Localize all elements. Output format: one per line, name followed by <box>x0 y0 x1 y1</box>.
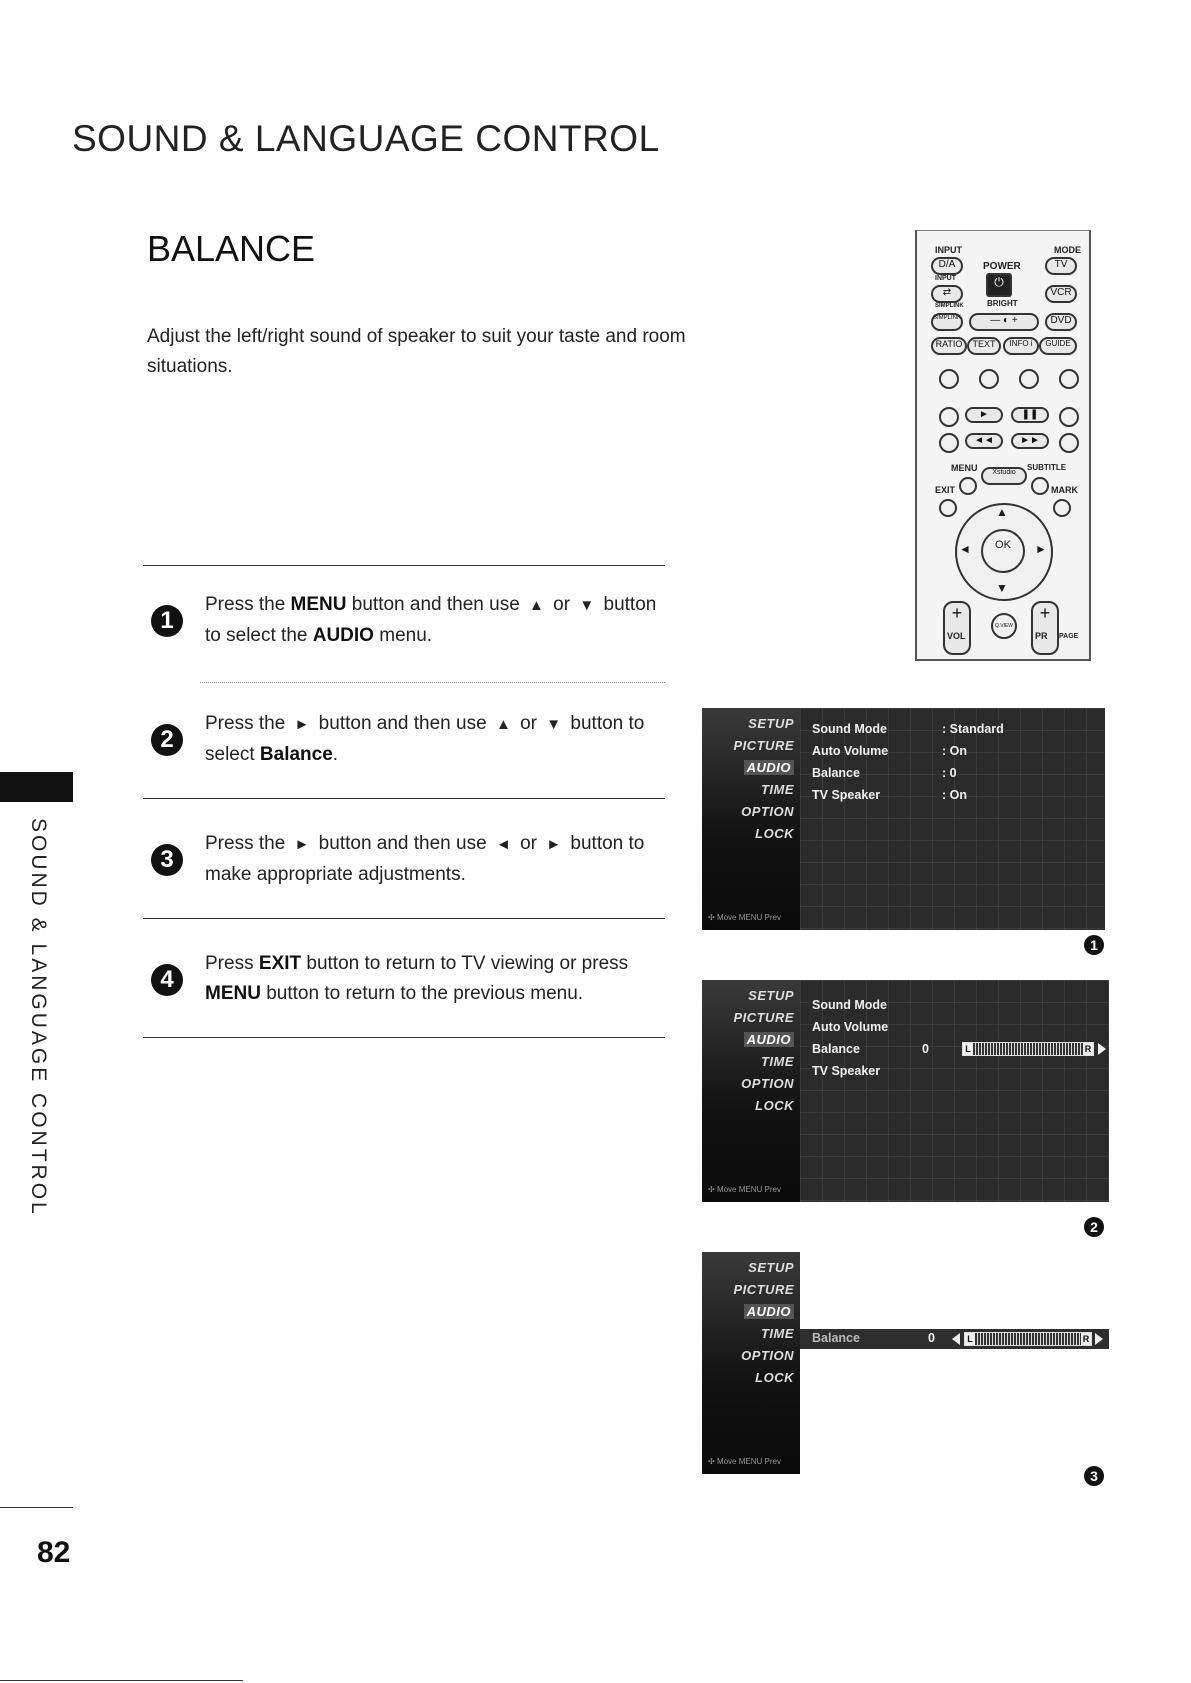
tv-menu-item: SETUP <box>748 716 794 731</box>
tv-menu-content <box>800 708 1105 930</box>
right-arrow-icon: ► <box>1035 542 1047 556</box>
tv-menu-sidebar <box>702 1252 800 1474</box>
tv-menu-row-label: Sound Mode <box>812 998 887 1012</box>
up-arrow-icon: ▲ <box>996 505 1008 519</box>
section-title: BALANCE <box>147 228 316 269</box>
remote-subtitle-button <box>1031 477 1049 495</box>
left-arrow-icon: ◄ <box>959 542 971 556</box>
tv-menu-item-active: AUDIO <box>744 1032 794 1047</box>
tv-menu-row-value: : On <box>942 744 967 758</box>
tv-menu-item: OPTION <box>741 1348 794 1363</box>
remote-text-button: TEXT <box>967 337 1001 355</box>
divider <box>143 918 665 919</box>
remote-label-power: POWER <box>983 261 1021 272</box>
remote-color-button <box>979 369 999 389</box>
tv-menu-row-label: Balance <box>812 1042 860 1056</box>
remote-menu-button <box>959 477 977 495</box>
remote-guide-button: GUIDE <box>1039 337 1077 355</box>
tv-menu-item: LOCK <box>755 1098 794 1113</box>
tv-menu-item-active: AUDIO <box>744 760 794 775</box>
page-title: SOUND & LANGUAGE CONTROL <box>72 118 660 159</box>
stop-icon <box>939 407 959 427</box>
tv-menu-item: PICTURE <box>733 738 794 753</box>
remote-label-page: PAGE <box>1059 633 1079 640</box>
tv-menu-screen-3 <box>702 1252 800 1474</box>
tv-menu-row-label: Balance <box>812 1331 860 1345</box>
fast-forward-icon: ►► <box>1011 433 1049 449</box>
figure-number: 3 <box>1084 1466 1104 1486</box>
intro-text: Adjust the left/right sound of speaker to suit your taste and room situations. <box>147 326 686 377</box>
tv-menu-content <box>800 980 1109 1202</box>
remote-label-bright: BRIGHT <box>987 299 1018 308</box>
balance-left-label: L <box>965 1333 975 1345</box>
tv-menu-nav-hint: ✣ Move MENU Prev <box>708 1185 781 1194</box>
step-4-number: 4 <box>151 964 183 996</box>
footer-rule <box>0 1680 243 1681</box>
right-arrow-icon <box>1095 1333 1103 1345</box>
tv-menu-screen-2 <box>702 980 1109 1202</box>
remote-ratio-button: RATIO <box>931 337 967 355</box>
tv-menu-item: TIME <box>760 1054 794 1069</box>
tv-menu-row-label: TV Speaker <box>812 1064 881 1078</box>
remote-xstudio-button: Xstudio <box>981 467 1027 485</box>
balance-adjust-bar <box>800 1329 1109 1349</box>
figure-number: 1 <box>1084 935 1104 955</box>
chapter-label: SOUND & LANGUAGE CONTROL <box>27 818 50 1217</box>
figure-number: 2 <box>1084 1217 1104 1237</box>
tv-menu-row-value: : On <box>942 788 967 802</box>
step-1-text: Press the MENU button and then use ▲ or ▼ button to select the AUDIO menu. <box>205 594 657 646</box>
remote-qview-button: Q.VIEW <box>991 613 1017 639</box>
remote-ok-button: OK <box>981 529 1025 573</box>
page-number-rule <box>0 1507 73 1508</box>
tv-menu-nav-hint: ✣ Move MENU Prev <box>708 1457 781 1466</box>
remote-label-mark: MARK <box>1051 485 1078 495</box>
tv-menu-item: LOCK <box>755 826 794 841</box>
play-icon: ► <box>965 407 1003 423</box>
tv-menu-item: LOCK <box>755 1370 794 1385</box>
remote-label-exit: EXIT <box>935 485 956 495</box>
remote-label-subtitle: SUBTITLE <box>1027 463 1067 472</box>
remote-mark-button <box>1053 499 1071 517</box>
remote-label-vol: VOL <box>947 631 966 641</box>
divider <box>143 798 665 799</box>
pause-icon: ❚❚ <box>1011 407 1049 423</box>
tv-menu-row-label: Auto Volume <box>812 744 889 758</box>
remote-dvd-button: DVD <box>1045 313 1077 331</box>
page-number: 82 <box>37 1536 71 1569</box>
tv-menu-item-active: AUDIO <box>744 1304 794 1319</box>
remote-color-button <box>1019 369 1039 389</box>
remote-input-button: ⇄ <box>931 285 963 303</box>
tv-menu-item: PICTURE <box>733 1282 794 1297</box>
tv-menu-item: PICTURE <box>733 1010 794 1025</box>
tv-menu-row-value: : 0 <box>942 766 957 780</box>
remote-label-input: INPUT <box>935 245 962 255</box>
divider <box>143 1037 665 1038</box>
balance-right-label: R <box>1082 1334 1090 1344</box>
remote-pr-rocker: + <box>1031 601 1059 655</box>
remote-tv-button: TV <box>1045 257 1077 275</box>
tv-menu-item: SETUP <box>748 1260 794 1275</box>
tv-menu-row-label: Auto Volume <box>812 1020 889 1034</box>
tv-menu-item: OPTION <box>741 1076 794 1091</box>
down-arrow-icon: ▼ <box>996 581 1008 595</box>
remote-label-menu: MENU <box>951 463 978 473</box>
step-3-number: 3 <box>151 844 183 876</box>
remote-label-pr: PR <box>1035 631 1048 641</box>
remote-label-simplink: SIMPLINK <box>935 303 964 309</box>
balance-left-label: L <box>963 1043 973 1055</box>
divider <box>200 682 665 683</box>
skip-forward-icon <box>1059 433 1079 453</box>
chapter-tab <box>0 772 73 802</box>
power-icon: ⏻ <box>986 273 1012 297</box>
remote-control-illustration <box>915 230 1091 661</box>
record-icon <box>1059 407 1079 427</box>
step-4-text: Press EXIT button to return to TV viewing or press MENU button to return to the previous menu. <box>205 953 629 1004</box>
tv-menu-item: OPTION <box>741 804 794 819</box>
step-2-text: Press the ► button and then use ▲ or ▼ button to select Balance. <box>205 713 645 765</box>
remote-bright-rocker: — ◐ + <box>969 313 1039 331</box>
remote-vol-rocker: + <box>943 601 971 655</box>
left-arrow-icon <box>952 1333 960 1345</box>
remote-label-mode: MODE <box>1054 245 1081 255</box>
remote-simplink-button: SIMPLINK <box>931 313 963 331</box>
remote-vcr-button: VCR <box>1045 285 1077 303</box>
step-3-text: Press the ► button and then use ◄ or ► button to make appropriate adjustments. <box>205 833 645 885</box>
balance-value: 0 <box>922 1042 929 1056</box>
balance-slider <box>964 1332 1092 1346</box>
tv-menu-sidebar <box>702 708 800 930</box>
step-1-number: 1 <box>151 605 183 637</box>
rewind-icon: ◄◄ <box>965 433 1003 449</box>
remote-color-button <box>939 369 959 389</box>
tv-menu-row-label: Balance <box>812 766 860 780</box>
tv-menu-nav-hint: ✣ Move MENU Prev <box>708 913 781 922</box>
balance-slider <box>962 1042 1094 1056</box>
divider <box>143 565 665 566</box>
step-2-number: 2 <box>151 724 183 756</box>
tv-menu-item: TIME <box>760 1326 794 1341</box>
remote-info-button: INFO i <box>1003 337 1039 355</box>
remote-da-button: D/A <box>931 257 963 275</box>
balance-right-label: R <box>1084 1044 1092 1054</box>
tv-menu-item: TIME <box>760 782 794 797</box>
balance-value: 0 <box>928 1331 935 1345</box>
tv-menu-screen-1 <box>702 708 1105 930</box>
right-arrow-icon <box>1098 1043 1106 1055</box>
skip-back-icon <box>939 433 959 453</box>
remote-exit-button <box>939 499 957 517</box>
tv-menu-row-label: TV Speaker <box>812 788 881 802</box>
tv-menu-item: SETUP <box>748 988 794 1003</box>
tv-menu-sidebar <box>702 980 800 1202</box>
remote-color-button <box>1059 369 1079 389</box>
remote-label-input2: INPUT <box>935 275 956 282</box>
tv-menu-row-value: : Standard <box>942 722 1004 736</box>
tv-menu-row-label: Sound Mode <box>812 722 887 736</box>
